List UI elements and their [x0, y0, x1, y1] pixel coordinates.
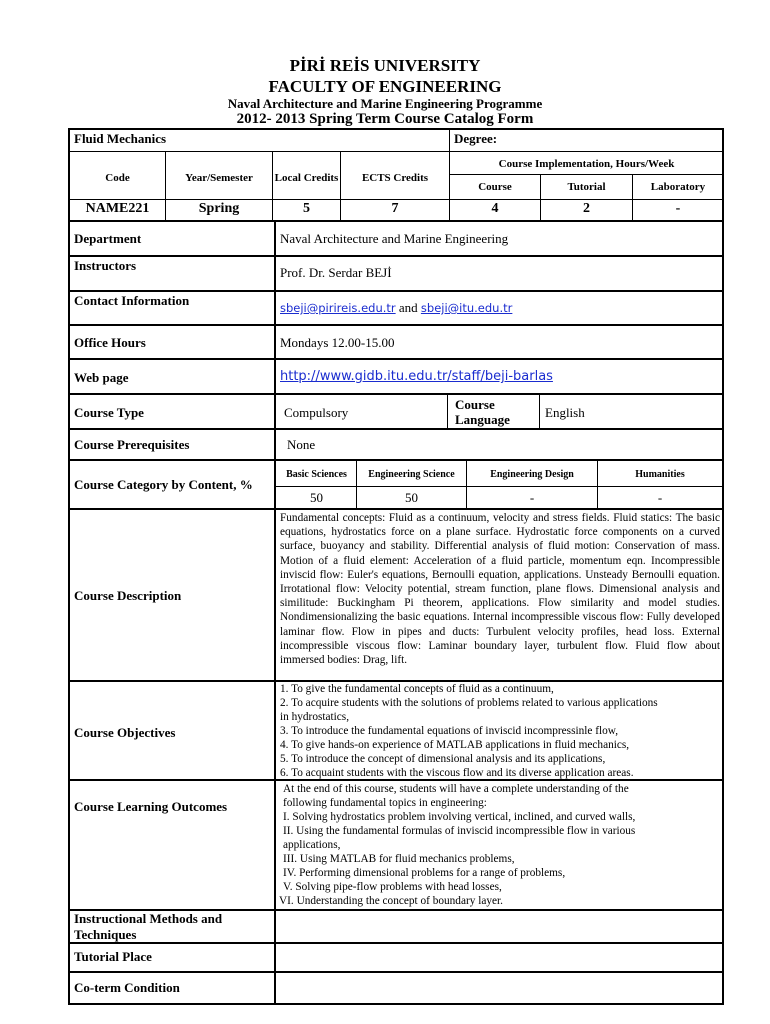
form-title: 2012- 2013 Spring Term Course Catalog Form	[236, 111, 534, 127]
course-language-value: English	[545, 405, 585, 420]
ects-credits-header: ECTS Credits	[361, 172, 429, 184]
objective-line: 6. To acquaint students with the viscous flow and its diverse application areas.	[280, 767, 634, 779]
outcome-line: IV. Performing dimensional problems for a range of problems,	[283, 867, 566, 879]
university-title: PİRİ REİS UNIVERSITY	[289, 56, 481, 75]
outcome-line: applications,	[283, 839, 341, 851]
and-text: and	[395, 300, 421, 315]
category-header-humanities: Humanities	[635, 469, 685, 480]
learning-outcomes-label: Course Learning Outcomes	[74, 799, 228, 814]
office-hours-value: Mondays 12.00-15.00	[280, 335, 395, 350]
category-value-basic-sciences: 50	[310, 490, 323, 505]
web-page-link[interactable]: http://www.gidb.itu.edu.tr/staff/beji-barlas	[280, 369, 553, 384]
learning-outcomes-list	[279, 782, 721, 908]
course-name: Fluid Mechanics	[74, 131, 167, 146]
local-credits-value: 5	[303, 201, 310, 216]
outcome-line: At the end of this course, students will have a complete understanding of the	[283, 783, 629, 795]
instructors-value: Prof. Dr. Serdar BEJİ	[280, 265, 392, 280]
tutorial-place-label: Tutorial Place	[74, 949, 152, 964]
category-value-engineering-design: -	[529, 490, 535, 505]
course-language-label-1: Course	[455, 397, 495, 412]
tutorial-hours-value: 2	[583, 201, 590, 216]
course-hours-header: Course	[478, 181, 512, 193]
objective-line: 2. To acquire students with the solutions of problems related to various applications	[280, 697, 658, 709]
course-hours-value: 4	[491, 201, 499, 216]
instructional-methods-label-line2: Techniques	[74, 927, 137, 942]
course-type-label: Course Type	[74, 405, 144, 420]
course-code: NAME221	[85, 201, 150, 216]
web-page-value	[280, 369, 553, 384]
contact-value	[280, 301, 512, 315]
email-link-pirireis[interactable]: sbeji@pirireis.edu.tr	[280, 301, 396, 315]
objective-line: in hydrostatics,	[280, 711, 350, 723]
course-objectives-list	[280, 682, 722, 780]
co-term-condition-label: Co-term Condition	[74, 980, 180, 995]
laboratory-hours-value: -	[675, 201, 681, 216]
outcome-line: I. Solving hydrostatics problem involving vertical, inclined, and curved walls,	[283, 811, 636, 823]
category-header-engineering-design: Engineering Design	[490, 469, 574, 480]
semester-value: Spring	[198, 201, 240, 216]
course-description-text: Fundamental concepts: Fluid as a continuum, velocity and stress fields. Fluid statics: The basic equations, hydrostatics force on a plane surface. Hydrostatic force components on a curved surface, buoyancy and stability. Differential analysis of fluid motion: Conservation of mass. Motion of a fluid element: Acceleration of a fluid particle, momentum eqn. Incompressible inviscid flow: Euler's equations, Bernoulli equation, applications. Unsteady Bernoulli equation. Irrotational flow: Velocity potential, stream function, plane flows. Dimensional analysis and similitude: Buckingham Pi theorem, applications. Flow similarity and model studies. Nondimensionalizing the basic equations. Internal incompressible viscous flow: Fully developed laminar flow. Flow in pipes and ducts: Turbulent velocity profiles, head loss. External incompressible viscous flow: Laminar boundary layer, turbulent flow. Fluid flow about immersed bodies: Drag, lift.	[280, 512, 720, 667]
prerequisites-value: None	[287, 437, 316, 452]
course-implementation-header: Course Implementation, Hours/Week	[498, 158, 675, 170]
degree-label: Degree:	[454, 131, 498, 146]
objective-line: 4. To give hands-on experience of MATLAB applications in fluid mechanics,	[280, 739, 630, 751]
objective-line: 3. To introduce the fundamental equations of inviscid incompressinle flow,	[280, 725, 619, 737]
category-value-engineering-science: 50	[405, 490, 418, 505]
objective-line: 5. To introduce the concept of dimensional analysis and its applications,	[280, 753, 606, 765]
outcome-line: following fundamental topics in engineering:	[283, 797, 487, 809]
course-objectives-label: Course Objectives	[74, 725, 176, 740]
web-page-label: Web page	[74, 370, 129, 385]
category-header-engineering-science: Engineering Science	[368, 469, 455, 480]
laboratory-hours-header: Laboratory	[650, 181, 706, 193]
local-credits-header: Local Credits	[274, 172, 339, 184]
ects-credits-value: 7	[391, 201, 399, 216]
programme-title: Naval Architecture and Marine Engineering Programme	[227, 96, 543, 111]
year-semester-header: Year/Semester	[185, 172, 253, 184]
outcome-line: II. Using the fundamental formulas of inviscid incompressible flow in various	[283, 825, 636, 837]
outcome-line: VI. Understanding the concept of boundary layer.	[279, 895, 503, 907]
instructional-methods-label-line1: Instructional Methods and	[74, 911, 223, 926]
department-label: Department	[74, 231, 142, 246]
course-description-label: Course Description	[74, 588, 182, 603]
code-header: Code	[105, 172, 130, 184]
category-value-humanities: -	[657, 490, 663, 505]
outcome-line: III. Using MATLAB for fluid mechanics problems,	[283, 853, 515, 865]
contact-label: Contact Information	[74, 293, 190, 308]
course-category-label: Course Category by Content, %	[74, 477, 253, 492]
office-hours-label: Office Hours	[74, 335, 146, 350]
outcome-line: V. Solving pipe-flow problems with head losses,	[283, 881, 502, 893]
objective-line: 1. To give the fundamental concepts of fluid as a continuum,	[280, 683, 554, 695]
course-language-label-2: Language	[455, 412, 510, 427]
email-link-itu[interactable]: sbeji@itu.edu.tr	[420, 301, 513, 315]
category-header-basic-sciences: Basic Sciences	[286, 469, 347, 480]
faculty-title: FACULTY OF ENGINEERING	[268, 77, 502, 96]
course-type-value: Compulsory	[284, 405, 349, 420]
department-value: Naval Architecture and Marine Engineering	[280, 231, 509, 246]
instructors-label: Instructors	[74, 258, 137, 273]
prerequisites-label: Course Prerequisites	[74, 437, 190, 452]
tutorial-hours-header: Tutorial	[567, 181, 606, 193]
